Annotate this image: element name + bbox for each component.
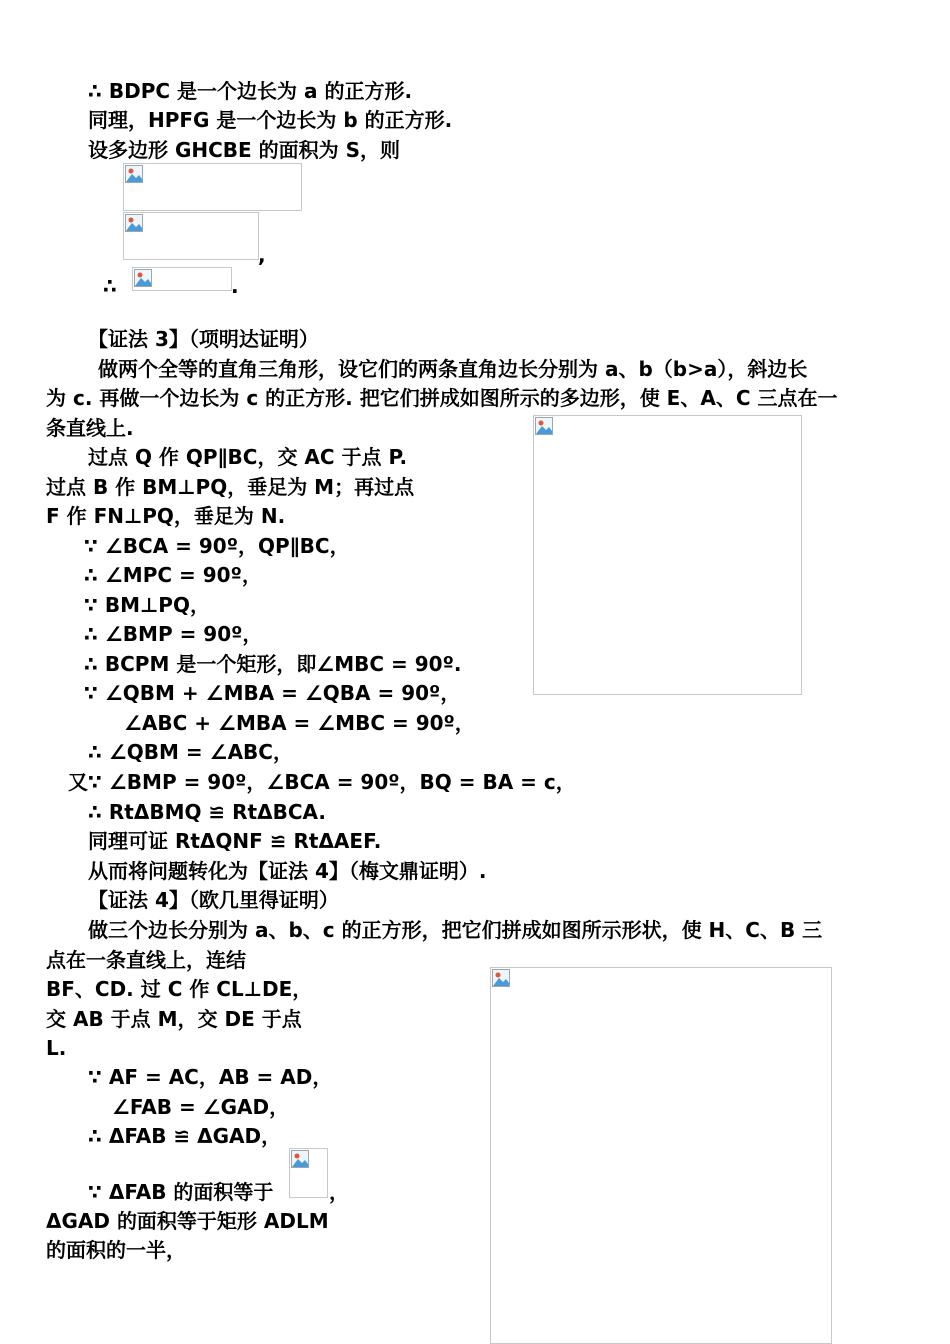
proof-step: ∵ ∠QBM + ∠MBA = ∠QBA = 90º， xyxy=(84,681,461,705)
proof-step: 从而将问题转化为【证法 4】（梅文鼎证明）. xyxy=(88,859,487,883)
broken-image-icon xyxy=(492,969,510,987)
therefore-symbol: ∴ xyxy=(103,274,117,298)
proof-step: ∴ ∠BMP = 90º， xyxy=(84,622,263,646)
text-line: 条直线上. xyxy=(46,416,134,440)
proof-step: ∴ ΔFAB ≌ ΔGAD， xyxy=(88,1124,282,1148)
proof-step: 同理可证 RtΔQNF ≌ RtΔAEF. xyxy=(88,829,382,853)
proof-step: ∴ BCPM 是一个矩形，即∠MBC = 90º. xyxy=(84,652,462,676)
text-line: 做三个边长分别为 a、b、c 的正方形，把它们拼成如图所示形状，使 H、C、B 三 xyxy=(88,918,823,942)
text-line: 交 AB 于点 M，交 DE 于点 xyxy=(46,1007,302,1031)
formula-image-4 xyxy=(289,1148,328,1198)
text-line: 的面积的一半， xyxy=(46,1238,186,1262)
proof-step: ∴ RtΔBMQ ≌ RtΔBCA. xyxy=(88,800,326,824)
figure-proof-4 xyxy=(490,967,832,1344)
formula-image-2 xyxy=(123,212,259,260)
text-line: 设多边形 GHCBE 的面积为 S，则 xyxy=(88,138,401,162)
text-line: . xyxy=(231,274,239,298)
proof-step: ∴ ∠QBM = ∠ABC， xyxy=(88,740,293,764)
text-line: 过点 Q 作 QP∥BC，交 AC 于点 P. xyxy=(88,445,408,469)
text-line: L. xyxy=(46,1036,67,1060)
proof-step: ∠FAB = ∠GAD， xyxy=(112,1095,290,1119)
text-line: 做两个全等的直角三角形，设它们的两条直角边长分别为 a、b（b>a），斜边长 xyxy=(98,357,808,381)
proof-step: 又∵ ∠BMP = 90º，∠BCA = 90º，BQ = BA = c， xyxy=(68,770,576,794)
formula-image-3 xyxy=(132,267,232,291)
proof-step: ∵ ΔFAB 的面积等于 xyxy=(88,1180,274,1204)
broken-image-icon xyxy=(125,165,143,183)
text-line: 过点 B 作 BM⊥PQ，垂足为 M；再过点 xyxy=(46,475,415,499)
text-line: 同理，HPFG 是一个边长为 b 的正方形. xyxy=(88,108,453,132)
broken-image-icon xyxy=(535,417,553,435)
text-line: ΔGAD 的面积等于矩形 ADLM xyxy=(46,1209,329,1233)
broken-image-icon xyxy=(134,269,152,287)
text-line: BF、CD. 过 C 作 CL⊥DE， xyxy=(46,977,313,1001)
section-heading: 【证法 3】（项明达证明） xyxy=(88,327,319,351)
proof-step: ∵ BM⊥PQ， xyxy=(84,593,210,617)
text-line: 点在一条直线上，连结 xyxy=(46,948,246,972)
proof-step: ∴ ∠MPC = 90º， xyxy=(84,563,262,587)
proof-step: ∠ABC + ∠MBA = ∠MBC = 90º， xyxy=(124,711,475,735)
text-line: 为 c. 再做一个边长为 c 的正方形. 把它们拼成如图所示的多边形，使 E、A、C 三点在一 xyxy=(46,386,838,410)
broken-image-icon xyxy=(291,1150,309,1168)
text-line: ∴ BDPC 是一个边长为 a 的正方形. xyxy=(88,79,413,103)
text-line: F 作 FN⊥PQ，垂足为 N. xyxy=(46,504,286,528)
text-line: , xyxy=(258,243,266,267)
figure-proof-3 xyxy=(533,415,802,695)
broken-image-icon xyxy=(125,214,143,232)
section-heading: 【证法 4】（欧几里得证明） xyxy=(88,888,339,912)
text-line: ， xyxy=(329,1180,349,1204)
proof-step: ∵ ∠BCA = 90º，QP∥BC， xyxy=(84,534,350,558)
formula-image-1 xyxy=(123,163,302,211)
proof-step: ∵ AF = AC，AB = AD， xyxy=(88,1065,333,1089)
